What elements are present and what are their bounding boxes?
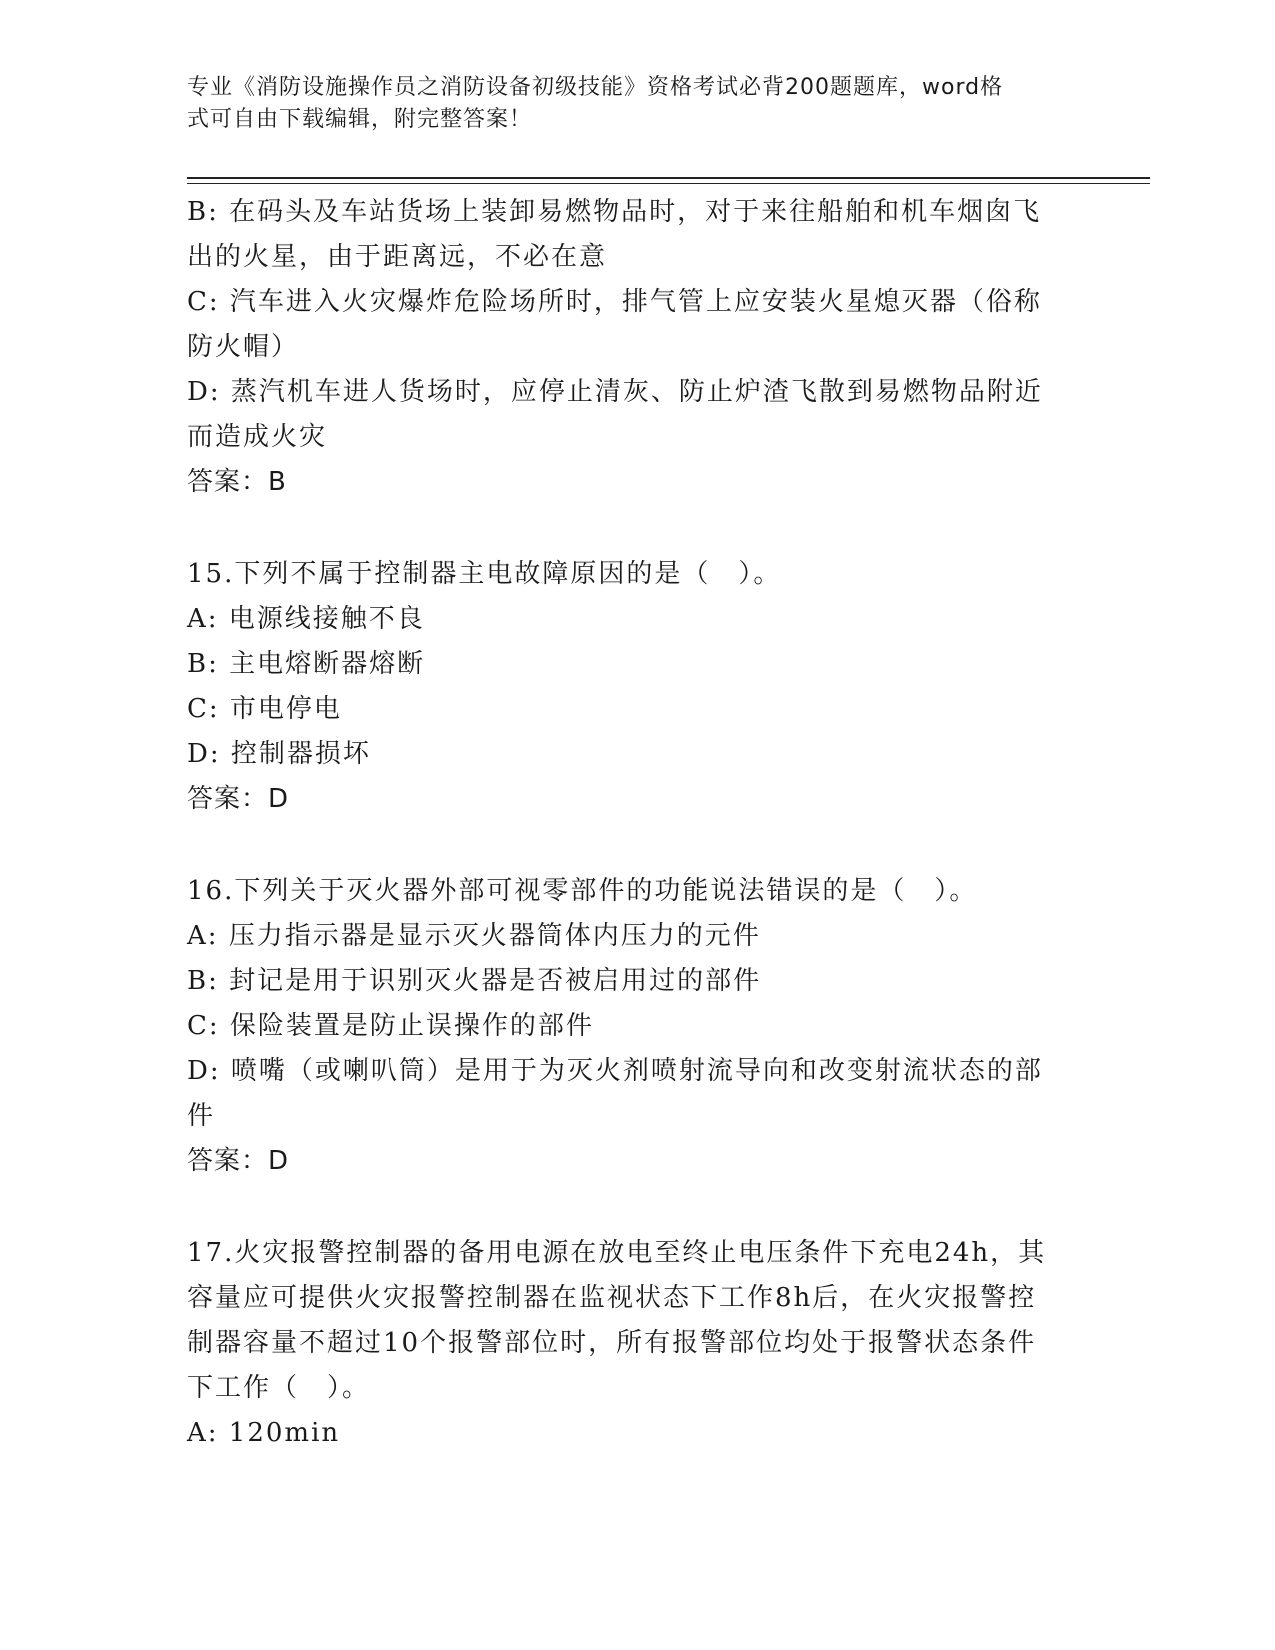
question-15-text: 15.下列不属于控制器主电故障原因的是（ ）。 bbox=[187, 559, 782, 589]
option-b: B: 封记是用于识别灭火器是否被启用过的部件 bbox=[187, 966, 762, 996]
question-17 bbox=[187, 1231, 1067, 1456]
option-a: A: 压力指示器是显示灭火器筒体内压力的元件 bbox=[187, 921, 761, 951]
question-14-continued bbox=[187, 190, 1067, 505]
option-d: D: 控制器损坏 bbox=[187, 739, 371, 769]
spacer bbox=[187, 505, 1067, 552]
option-c: C: 保险装置是防止误操作的部件 bbox=[187, 1011, 594, 1041]
question-16-text: 16.下列关于灭火器外部可视零部件的功能说法错误的是（ ）。 bbox=[187, 876, 978, 906]
answer-15: 答案：D bbox=[187, 784, 290, 814]
option-b: B: 主电熔断器熔断 bbox=[187, 649, 426, 679]
header-line-1: 专业《消防设施操作员之消防设备初级技能》资格考试必背200题题库，word格 bbox=[187, 75, 1004, 100]
document-body bbox=[187, 190, 1067, 1456]
option-c-line-2: 防火帽） bbox=[187, 332, 300, 362]
option-b-line-2: 出的火星，由于距离远，不必在意 bbox=[187, 242, 608, 272]
option-d-line-1: D: 蒸汽机车进人货场时，应停止清灰、防止炉渣飞散到易燃物品附近 bbox=[187, 377, 1043, 407]
option-c: C: 市电停电 bbox=[187, 694, 342, 724]
document-header bbox=[187, 72, 1067, 136]
question-17-line-1: 17.火灾报警控制器的备用电源在放电至终止电压条件下充电24h，其 bbox=[187, 1238, 1047, 1268]
header-line-2: 式可自由下载编辑，附完整答案！ bbox=[187, 107, 533, 132]
option-c-line-1: C: 汽车进入火灾爆炸危险场所时，排气管上应安装火星熄灭器（俗称 bbox=[187, 287, 1042, 317]
question-16 bbox=[187, 869, 1067, 1184]
question-15 bbox=[187, 552, 1067, 822]
option-d-line-2: 而造成火灾 bbox=[187, 422, 328, 452]
option-b-line-1: B: 在码头及车站货场上装卸易燃物品时，对于来往船舶和机车烟囱飞 bbox=[187, 197, 1042, 227]
header-rule-thick bbox=[187, 177, 1150, 179]
header-rule-thin bbox=[187, 183, 1150, 184]
option-d-line-2: 件 bbox=[187, 1101, 216, 1131]
question-17-line-4: 下工作（ ）。 bbox=[187, 1373, 371, 1403]
question-17-line-2: 容量应可提供火灾报警控制器在监视状态下工作8h后，在火灾报警控 bbox=[187, 1283, 1037, 1313]
option-a: A: 电源线接触不良 bbox=[187, 604, 425, 634]
answer-16: 答案：D bbox=[187, 1146, 290, 1176]
spacer bbox=[187, 1184, 1067, 1231]
spacer bbox=[187, 822, 1067, 869]
option-d-line-1: D: 喷嘴（或喇叭筒）是用于为灭火剂喷射流导向和改变射流状态的部 bbox=[187, 1056, 1043, 1086]
question-17-line-3: 制器容量不超过10个报警部位时，所有报警部位均处于报警状态条件 bbox=[187, 1328, 1037, 1358]
option-a: A: 120min bbox=[187, 1418, 341, 1448]
answer-14: 答案：B bbox=[187, 467, 287, 497]
